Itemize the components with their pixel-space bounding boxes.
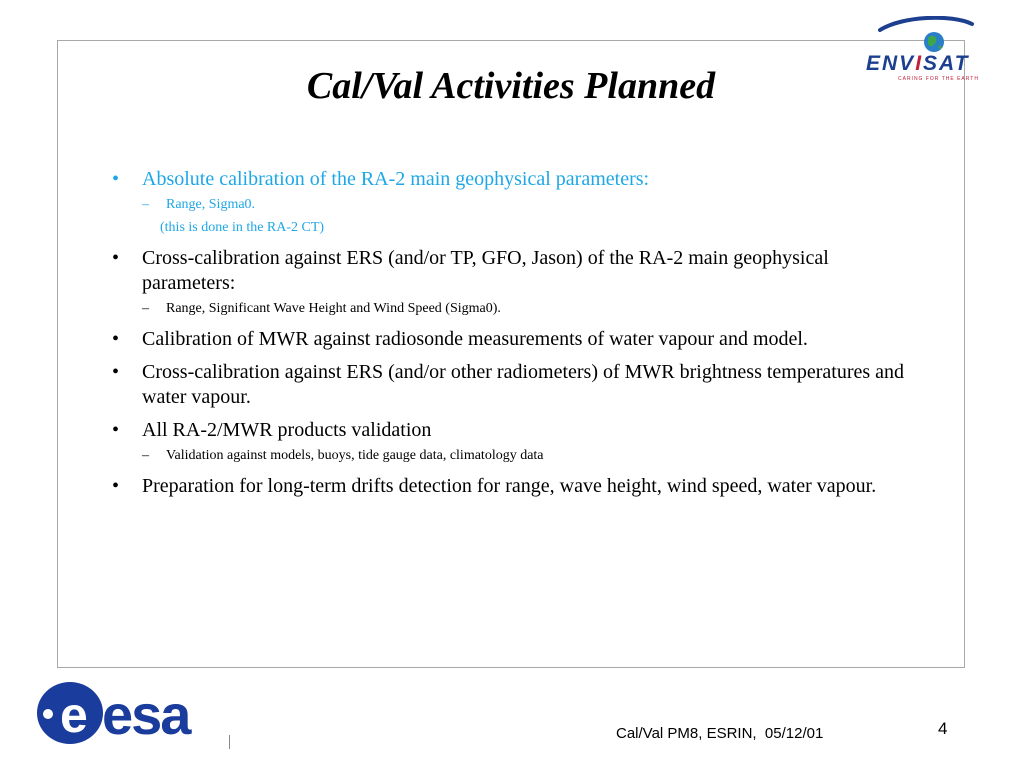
sub-dash: – [142,197,149,212]
sub-dash: – [142,301,149,316]
bullet-text: Absolute calibration of the RA-2 main geophysical parameters: [142,168,650,190]
sub-list [142,446,927,466]
bullet-item [112,167,927,238]
bullet-list [112,167,927,507]
bullet-item [112,418,927,466]
footer-text: Cal/Val PM8, ESRIN, 05/12/01 [616,725,824,742]
bullet-dot: • [112,361,120,383]
bullet-text: Preparation for long-term drifts detection for range, wave height, wind speed, water vapour. [142,475,877,497]
bullet-dot: • [112,419,120,441]
bullet-dot: • [112,328,120,350]
bullet-dot: • [112,247,120,269]
sub-item-text: Validation against models, buoys, tide gauge data, climatology data [166,448,544,463]
bullet-note: (this is done in the RA-2 CT) [160,220,325,235]
page-number: 4 [938,719,948,738]
bullet-dot: • [112,168,120,190]
envisat-swoosh [880,18,972,30]
bullet-item [112,246,927,319]
slide-title: Cal/Val Activities Planned [306,65,716,107]
envisat-wordmark: ENVISAT [866,52,970,75]
esa-wordmark: esa [102,683,190,746]
envisat-logo [862,16,992,84]
bullet-text: Cross-calibration against ERS (and/or other radiometers) of MWR brightness temperatures and water vapour. [142,361,905,408]
esa-logo [36,680,228,746]
bullet-item [112,360,927,410]
bullet-text: Calibration of MWR against radiosonde measurements of water vapour and model. [142,328,808,350]
svg-text:e: e [60,687,88,743]
envisat-tagline: CARING FOR THE EARTH [898,76,979,82]
sub-item-text: Range, Significant Wave Height and Wind Speed (Sigma0). [166,301,501,316]
bullet-dot: • [112,475,120,497]
bullet-text: All RA-2/MWR products validation [142,419,432,441]
sub-item [142,299,927,319]
bullet-item [112,474,927,499]
footer-divider [229,735,230,749]
sub-list [142,195,927,215]
sub-item [142,195,927,215]
sub-list [142,299,927,319]
sub-item-text: Range, Sigma0. [166,197,256,212]
bullet-text: Cross-calibration against ERS (and/or TP, GFO, Jason) of the RA-2 main geophysical parameters: [142,247,829,294]
sub-dash: – [142,448,149,463]
bullet-item [112,327,927,352]
sub-item [142,446,927,466]
